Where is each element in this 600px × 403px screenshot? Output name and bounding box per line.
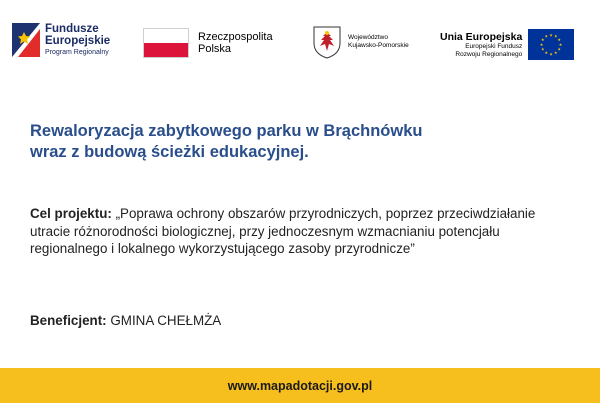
beneficiary-value: GMINA CHEŁMŻA — [110, 313, 222, 328]
fe-line2: Europejskie — [45, 35, 111, 48]
rp-line1: Rzeczpospolita — [198, 30, 273, 43]
eu-star-icon: ★ — [539, 41, 544, 47]
eu-star-icon: ★ — [541, 46, 545, 52]
project-goal — [30, 205, 575, 258]
project-title — [30, 121, 570, 163]
eu-star-icon: ★ — [541, 37, 545, 43]
eu-flag-icon — [528, 29, 574, 60]
footer-bar — [0, 368, 600, 403]
goal-text: „Poprawa ochrony obszarów przyrodniczych, poprzez przeciwdziałanie utracie różnorodności biologicznej, przy jednoczesnym wzmacnianiu potencjału regionalnego i lokalnego wykorzystującego zasoby przyrodnicze” — [30, 206, 536, 256]
logo-bar — [0, 0, 600, 80]
ue-line3: Rozwoju Regionalnego — [455, 50, 523, 58]
fundusze-europejskie-logo — [12, 23, 110, 57]
eu-star-icon: ★ — [544, 50, 549, 56]
beneficiary-label: Beneficjent: — [30, 313, 107, 328]
polish-flag-icon — [143, 28, 189, 58]
eu-star-icon: ★ — [549, 32, 554, 38]
kp-line1: Województwo — [348, 33, 388, 41]
coat-of-arms-icon — [312, 25, 342, 59]
wojewodztwo-logo — [312, 25, 409, 59]
eu-star-icon: ★ — [554, 50, 558, 56]
ue-line1: Unia Europejska — [440, 31, 523, 43]
eu-star-icon: ★ — [549, 51, 554, 57]
title-line1: Rewaloryzacja zabytkowego parku w Brąchnówku — [30, 122, 423, 140]
eu-star-icon: ★ — [557, 37, 562, 43]
eu-star-icon: ★ — [544, 33, 549, 39]
eu-star-icon: ★ — [554, 33, 558, 39]
eu-star-icon: ★ — [558, 41, 563, 47]
kp-line2: Kujawsko-Pomorskie — [348, 42, 409, 49]
eu-star-icon: ★ — [557, 46, 562, 52]
fe-line1: Fundusze — [45, 23, 99, 36]
goal-label: Cel projektu: — [30, 206, 112, 221]
title-line2: wraz z budową ścieżki edukacyjnej. — [30, 143, 309, 161]
fundusze-europejskie-icon — [12, 23, 40, 57]
beneficiary — [30, 313, 570, 328]
ue-line2: Europejski Fundusz — [465, 43, 523, 51]
footer-url[interactable]: www.mapadotacji.gov.pl — [227, 378, 373, 393]
fe-line3: Program Regionalny — [45, 49, 109, 57]
unia-europejska-logo — [440, 29, 574, 60]
rzeczpospolita-polska-logo — [143, 28, 273, 58]
rp-line2: Polska — [198, 43, 232, 55]
